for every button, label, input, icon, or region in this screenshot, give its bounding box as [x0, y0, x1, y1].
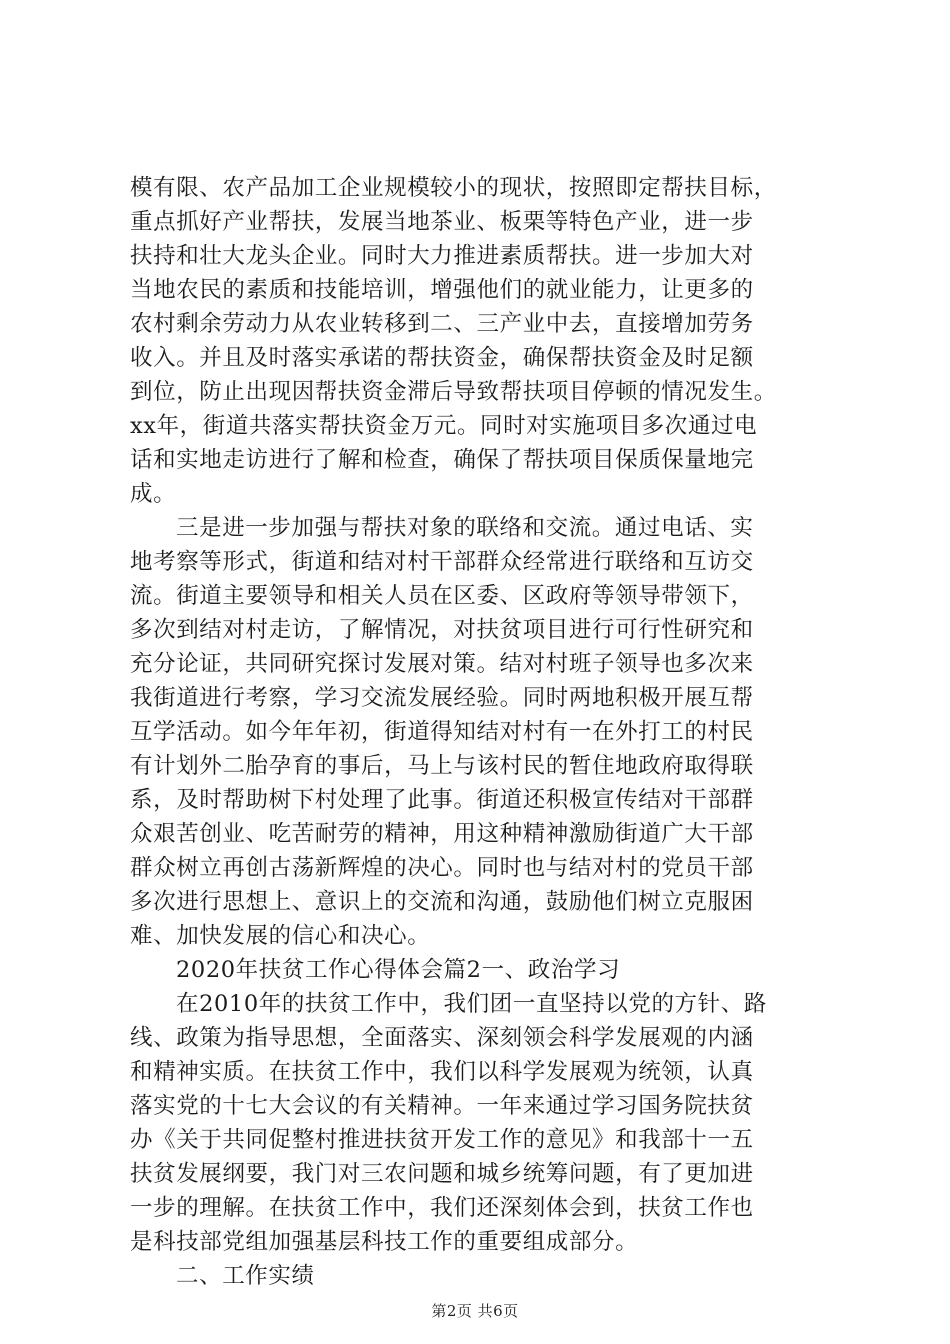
- body-text-line: 收入。并且及时落实承诺的帮扶资金，确保帮扶资金及时足额: [130, 345, 754, 371]
- body-text-line: 扶持和壮大龙头企业。同时大力推进素质帮扶。进一步加大对: [130, 243, 754, 269]
- body-text-line: 成。: [130, 481, 177, 507]
- body-text-line: 我街道进行考察，学习交流发展经验。同时两地积极开展互帮: [130, 685, 754, 711]
- body-text-line: 众艰苦创业、吃苦耐劳的精神，用这种精神激励街道广大干部: [130, 821, 754, 847]
- body-text-line: 落实党的十七大会议的有关精神。一年来通过学习国务院扶贫: [130, 1093, 754, 1119]
- body-text-line: 群众树立再创古荡新辉煌的决心。同时也与结对村的党员干部: [130, 855, 754, 881]
- body-text-line: 多次到结对村走访，了解情况，对扶贫项目进行可行性研究和: [130, 617, 754, 643]
- body-text-line: 和精神实质。在扶贫工作中，我们以科学发展观为统领，认真: [130, 1059, 754, 1085]
- body-text-line: 系，及时帮助树下村处理了此事。街道还积极宣传结对干部群: [130, 787, 754, 813]
- body-text-line: 难、加快发展的信心和决心。: [130, 923, 431, 949]
- body-text-line: 模有限、农产品加工企业规模较小的现状，按照即定帮扶目标，: [130, 175, 777, 201]
- body-text-line: xx年，街道共落实帮扶资金万元。同时对实施项目多次通过电: [130, 413, 758, 439]
- body-text-line: 办《关于共同促整村推进扶贫开发工作的意见》和我部十一五: [130, 1127, 754, 1153]
- body-text-line: 线、政策为指导思想，全面落实、深刻领会科学发展观的内涵: [130, 1025, 754, 1051]
- body-text-line: 是科技部党组加强基层科技工作的重要组成部分。: [130, 1229, 639, 1255]
- body-text-line: 互学活动。如今年年初，街道得知结对村有一在外打工的村民: [130, 719, 754, 745]
- body-text-line: 农村剩余劳动力从农业转移到二、三产业中去，直接增加劳务: [130, 311, 754, 337]
- body-text-line: 扶贫发展纲要，我门对三农问题和城乡统筹问题，有了更加进: [130, 1161, 754, 1187]
- body-text-line: 充分论证，共同研究探讨发展对策。结对村班子领导也多次来: [130, 651, 754, 677]
- section-heading: 2020年扶贫工作心得体会篇2一、政治学习: [176, 957, 621, 983]
- body-text-line: 流。街道主要领导和相关人员在区委、区政府等领导带领下，: [130, 583, 754, 609]
- body-text-line: 到位，防止出现因帮扶资金滞后导致帮扶项目停顿的情况发生。: [130, 379, 777, 405]
- body-text-line: 有计划外二胎孕育的事后，马上与该村民的暂住地政府取得联: [130, 753, 754, 779]
- page-number-footer: 第2页 共6页: [431, 1302, 519, 1320]
- body-text-line: 地考察等形式，街道和结对村干部群众经常进行联络和互访交: [130, 549, 754, 575]
- section-heading: 二、工作实绩: [176, 1263, 315, 1289]
- paragraph-start-line: 在2010年的扶贫工作中，我们团一直坚持以党的方针、路: [176, 991, 767, 1017]
- paragraph-start-line: 三是进一步加强与帮扶对象的联络和交流。通过电话、实: [176, 515, 754, 541]
- body-text-line: 多次进行思想上、意识上的交流和沟通，鼓励他们树立克服困: [130, 889, 754, 915]
- body-text-line: 当地农民的素质和技能培训，增强他们的就业能力，让更多的: [130, 277, 754, 303]
- body-text-line: 重点抓好产业帮扶，发展当地茶业、板栗等特色产业，进一步: [130, 209, 754, 235]
- body-text-line: 一步的理解。在扶贫工作中，我们还深刻体会到，扶贫工作也: [130, 1195, 754, 1221]
- body-text-line: 话和实地走访进行了解和检查，确保了帮扶项目保质保量地完: [130, 447, 754, 473]
